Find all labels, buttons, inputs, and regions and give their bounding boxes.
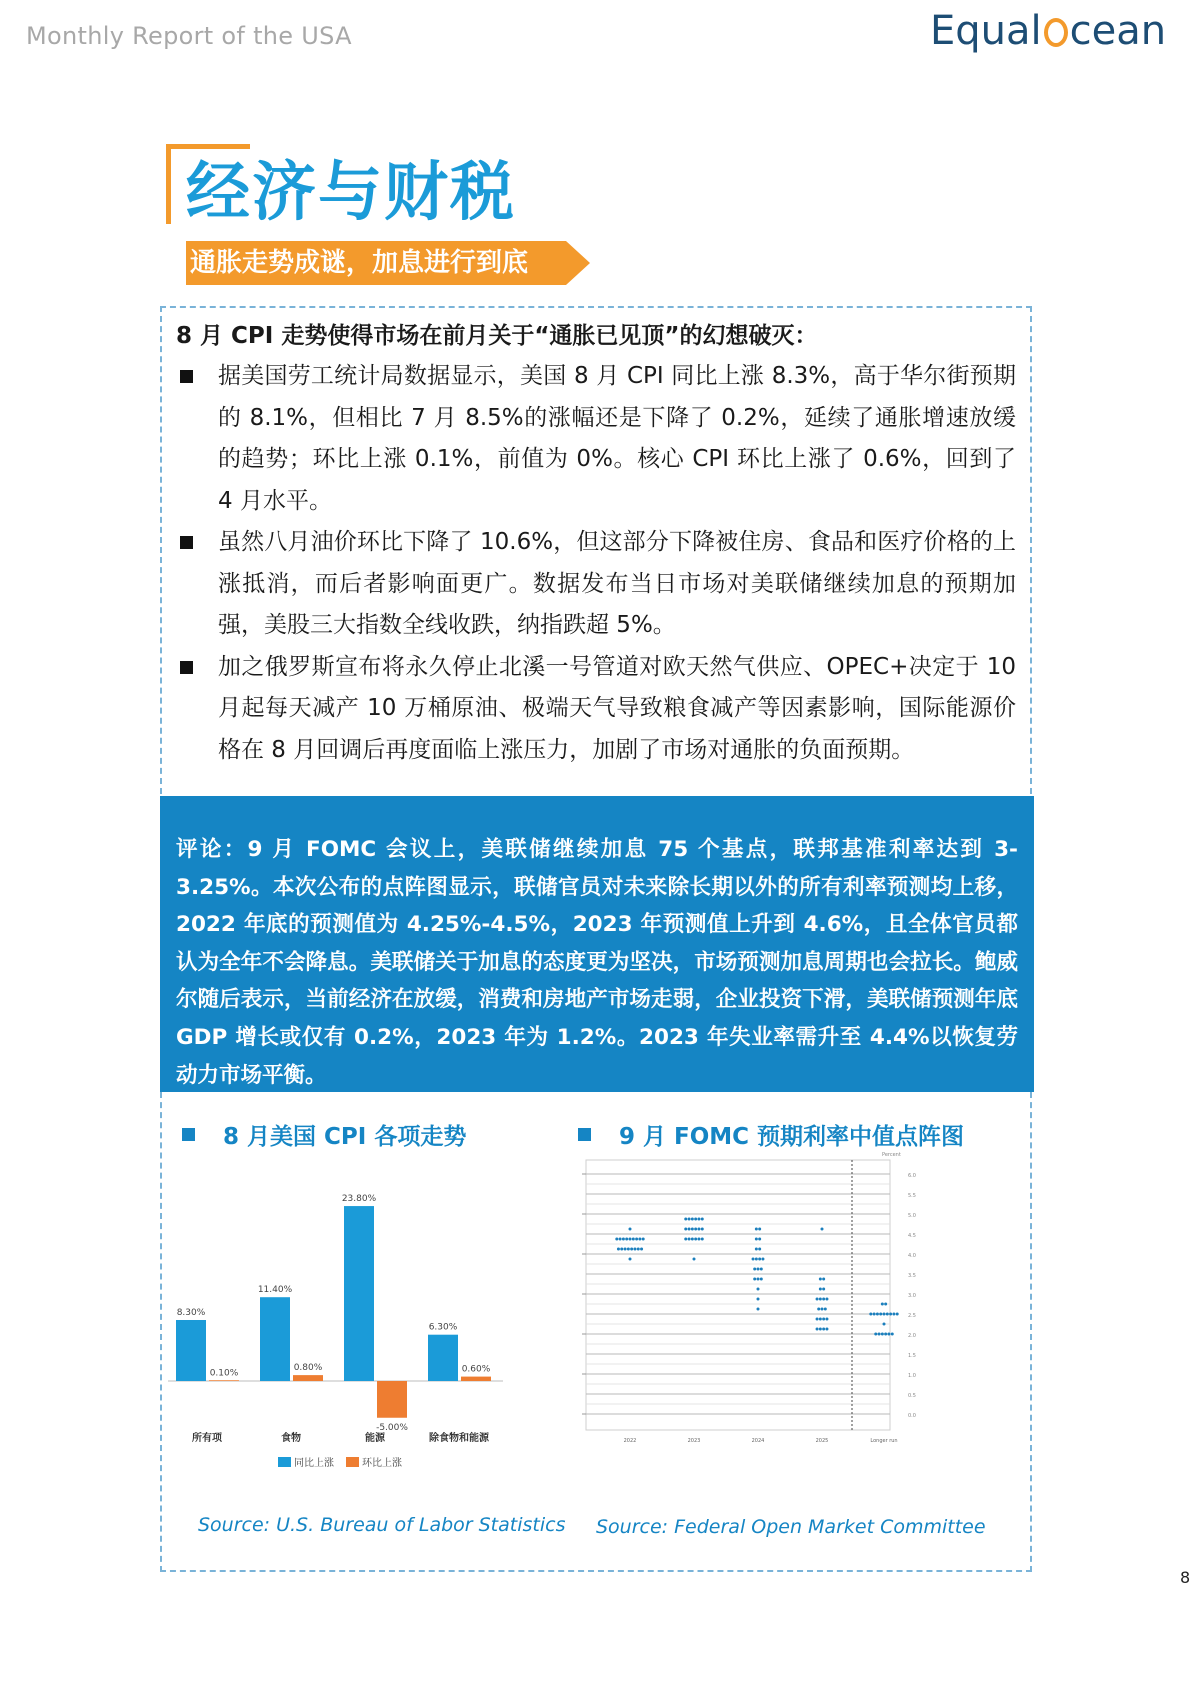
y-tick-label: 1.0 <box>908 1373 916 1379</box>
comment-band: 评论：9 月 FOMC 会议上，美联储继续加息 75 个基点，联邦基准利率达到 3-3.25%。本次公布的点阵图显示，联储官员对未来除长期以外的所有利率预测均上移，2022 年底的预测值为 4.25%-4.5%，2023 年预测值上升到 4.6%，且全体官员都认为全年不会降息。美联储关于加息的态度更为坚决，市场预测加息周期也会拉长。鲍威尔随后表示，当前经济在放缓，消费和房地产市场走弱，企业投资下滑，美联储预测年底 GDP 增长或仅有 0.2%，2023 年为 1.2%。2023 年失业率需升至 4.4%以恢复劳动力市场平衡。 <box>160 796 1034 1092</box>
bullet-square-icon <box>180 370 193 383</box>
dot-12-0 <box>753 1268 756 1271</box>
cpi-chart-heading-text: 8 月美国 CPI 各项走势 <box>223 1124 467 1150</box>
dot-4-0 <box>684 1218 687 1221</box>
x-tick-label: Longer run <box>870 1438 898 1444</box>
category-label-2: 能源 <box>365 1433 385 1444</box>
list-item <box>176 647 1016 772</box>
heading-square-icon <box>182 1128 195 1141</box>
bullet-text: 加之俄罗斯宣布将永久停止北溪一号管道对欧天然气供应、OPEC+决定于 10 月起每天减产 10 万桶原油、极端天气导致粮食减产等因素影响，国际能源价格在 8 月回调后再度面临上涨压力，加剧了市场对通胀的负面预期。 <box>218 653 1016 763</box>
dot-27-2 <box>881 1333 884 1336</box>
dot-5-0 <box>684 1228 687 1231</box>
dot-3-0 <box>629 1258 632 1261</box>
dot-6-0 <box>684 1238 687 1241</box>
dot-27-3 <box>884 1333 887 1336</box>
bullet-list <box>176 356 1016 771</box>
label-yoy-3: 6.30% <box>428 1322 458 1333</box>
bar-yoy-2 <box>344 1206 374 1381</box>
dot-1-7 <box>638 1238 641 1241</box>
dot-4-2 <box>691 1218 694 1221</box>
dot-22-1 <box>819 1318 822 1321</box>
dot-11-3 <box>761 1258 764 1261</box>
fomc-dot-plot <box>582 1146 982 1510</box>
cpi-chart-heading <box>182 1118 466 1151</box>
dot-19-0 <box>819 1288 822 1291</box>
dot-15-0 <box>757 1298 760 1301</box>
dot-5-2 <box>691 1228 694 1231</box>
bar-mom-2 <box>377 1381 407 1418</box>
dot-27-0 <box>874 1333 877 1336</box>
dot-26-0 <box>883 1323 886 1326</box>
dotplot-heading-text: 9 月 FOMC 预期利率中值点阵图 <box>619 1124 965 1150</box>
x-tick-label: 2025 <box>815 1438 829 1444</box>
bar-mom-3 <box>461 1377 491 1381</box>
x-tick-label: 2022 <box>623 1438 637 1444</box>
bullet-square-icon <box>180 536 193 549</box>
dot-2-6 <box>637 1248 640 1251</box>
bar-mom-0 <box>209 1380 239 1381</box>
dot-0-0 <box>629 1228 632 1231</box>
dot-4-5 <box>701 1218 704 1221</box>
dot-24-1 <box>884 1303 887 1306</box>
dot-25-0 <box>869 1313 872 1316</box>
logo-left-text: Equal <box>930 8 1042 54</box>
dot-21-2 <box>824 1308 827 1311</box>
dot-21-1 <box>821 1308 824 1311</box>
dot-23-3 <box>825 1328 828 1331</box>
dot-13-1 <box>757 1278 760 1281</box>
dotplot-frame <box>586 1160 890 1430</box>
dot-11-2 <box>758 1258 761 1261</box>
dot-12-1 <box>757 1268 760 1271</box>
y-tick-label: 5.5 <box>908 1193 916 1199</box>
legend-label-mom: 环比上涨 <box>362 1458 402 1469</box>
x-tick-label: 2024 <box>751 1438 765 1444</box>
y-tick-label: 4.0 <box>908 1253 916 1259</box>
dot-2-3 <box>627 1248 630 1251</box>
dot-8-1 <box>758 1228 761 1231</box>
dot-25-4 <box>883 1313 886 1316</box>
dot-25-3 <box>879 1313 882 1316</box>
dot-6-2 <box>691 1238 694 1241</box>
dot-1-2 <box>622 1238 625 1241</box>
cpi-bar-chart <box>168 1176 548 1486</box>
label-mom-3: 0.60% <box>461 1364 491 1375</box>
dot-10-0 <box>755 1248 758 1251</box>
y-tick-label: 2.5 <box>908 1313 916 1319</box>
dot-4-3 <box>694 1218 697 1221</box>
dot-1-1 <box>619 1238 622 1241</box>
dot-14-0 <box>757 1288 760 1291</box>
bar-yoy-3 <box>428 1335 458 1381</box>
dot-16-0 <box>757 1308 760 1311</box>
section-subtitle: 通胀走势成谜，加息进行到底 <box>190 248 529 278</box>
dot-5-5 <box>701 1228 704 1231</box>
dot-2-4 <box>630 1248 633 1251</box>
category-label-1: 食物 <box>281 1433 301 1444</box>
dot-2-1 <box>620 1248 623 1251</box>
logo-ring-icon <box>1044 18 1068 47</box>
bar-yoy-0 <box>176 1320 206 1381</box>
section-title: 经济与财税 <box>186 156 516 230</box>
dot-10-1 <box>758 1248 761 1251</box>
lead-paragraph: 8 月 CPI 走势使得市场在前月关于“通胀已见顶”的幻想破灭： <box>176 323 818 349</box>
dot-8-0 <box>755 1228 758 1231</box>
dot-20-1 <box>819 1298 822 1301</box>
dot-20-3 <box>825 1298 828 1301</box>
dot-1-3 <box>625 1238 628 1241</box>
y-tick-label: 3.0 <box>908 1293 916 1299</box>
dot-22-0 <box>816 1318 819 1321</box>
dot-25-2 <box>876 1313 879 1316</box>
dot-1-4 <box>629 1238 632 1241</box>
dot-13-2 <box>760 1278 763 1281</box>
dot-23-2 <box>822 1328 825 1331</box>
dot-1-0 <box>615 1238 618 1241</box>
dot-2-2 <box>624 1248 627 1251</box>
dot-23-1 <box>819 1328 822 1331</box>
equalocean-logo <box>930 8 1166 54</box>
dot-17-0 <box>821 1228 824 1231</box>
dot-5-4 <box>697 1228 700 1231</box>
dot-1-5 <box>632 1238 635 1241</box>
y-tick-label: 1.5 <box>908 1353 916 1359</box>
dot-9-0 <box>755 1238 758 1241</box>
dot-25-8 <box>896 1313 899 1316</box>
category-label-3: 除食物和能源 <box>429 1433 489 1444</box>
y-tick-label: 6.0 <box>908 1173 916 1179</box>
dot-21-0 <box>817 1308 820 1311</box>
label-yoy-1: 11.40% <box>257 1285 293 1296</box>
dot-9-1 <box>758 1238 761 1241</box>
dot-25-6 <box>889 1313 892 1316</box>
legend-swatch-mom <box>346 1457 359 1467</box>
cpi-chart-source: Source: U.S. Bureau of Labor Statistics <box>198 1514 566 1536</box>
legend-swatch-yoy <box>278 1457 291 1467</box>
heading-square-icon <box>578 1128 591 1141</box>
y-axis-title: Percent <box>882 1152 901 1158</box>
x-tick-label: 2023 <box>687 1438 701 1444</box>
logo-right-text: cean <box>1069 8 1167 54</box>
dot-2-7 <box>640 1248 643 1251</box>
dotplot-source: Source: Federal Open Market Committee <box>596 1516 986 1538</box>
dot-25-5 <box>886 1313 889 1316</box>
page-number: 8 <box>1180 1568 1191 1587</box>
dot-2-0 <box>617 1248 620 1251</box>
y-tick-label: 5.0 <box>908 1213 916 1219</box>
dot-6-5 <box>701 1238 704 1241</box>
category-label-0: 所有项 <box>192 1433 222 1444</box>
list-item <box>176 522 1016 647</box>
dot-2-5 <box>633 1248 636 1251</box>
dot-22-2 <box>822 1318 825 1321</box>
dot-1-6 <box>635 1238 638 1241</box>
dot-27-1 <box>878 1333 881 1336</box>
bar-yoy-1 <box>260 1297 290 1381</box>
label-mom-2: -5.00% <box>376 1422 408 1433</box>
dot-6-1 <box>688 1238 691 1241</box>
dot-25-1 <box>873 1313 876 1316</box>
bullet-text: 虽然八月油价环比下降了 10.6%，但这部分下降被住房、食品和医疗价格的上涨抵消，而后者影响面更广。数据发布当日市场对美联储继续加息的预期加强，美股三大指数全线收跌，纳指跌超 5%。 <box>218 529 1016 638</box>
dot-5-1 <box>688 1228 691 1231</box>
dot-24-0 <box>881 1303 884 1306</box>
dot-4-1 <box>688 1218 691 1221</box>
y-tick-label: 0.5 <box>908 1393 916 1399</box>
dot-1-8 <box>642 1238 645 1241</box>
dot-11-0 <box>752 1258 755 1261</box>
dot-19-1 <box>822 1288 825 1291</box>
dot-18-1 <box>822 1278 825 1281</box>
dot-20-2 <box>822 1298 825 1301</box>
bar-mom-1 <box>293 1375 323 1381</box>
dot-6-4 <box>697 1238 700 1241</box>
y-tick-label: 3.5 <box>908 1273 916 1279</box>
dot-7-0 <box>693 1258 696 1261</box>
list-item <box>176 356 1016 522</box>
dot-22-3 <box>825 1318 828 1321</box>
dot-20-0 <box>816 1298 819 1301</box>
bullet-square-icon <box>180 661 193 674</box>
dot-11-1 <box>755 1258 758 1261</box>
label-yoy-0: 8.30% <box>176 1307 206 1318</box>
dot-5-3 <box>694 1228 697 1231</box>
label-yoy-2: 23.80% <box>341 1194 377 1205</box>
dot-6-3 <box>694 1238 697 1241</box>
bullet-text: 据美国劳工统计局数据显示，美国 8 月 CPI 同比上涨 8.3%，高于华尔街预期的 8.1%，但相比 7 月 8.5%的涨幅还是下降了 0.2%，延续了通胀增速放缓的趋势；环比上涨 0.1%，前值为 0%。核心 CPI 环比上涨了 0.6%，回到了 4 月水平。 <box>218 363 1016 514</box>
dot-25-7 <box>892 1313 895 1316</box>
dot-4-4 <box>697 1218 700 1221</box>
dot-12-2 <box>760 1268 763 1271</box>
dot-27-5 <box>891 1333 894 1336</box>
dot-27-4 <box>887 1333 890 1336</box>
dot-18-0 <box>819 1278 822 1281</box>
y-tick-label: 0.0 <box>908 1413 916 1419</box>
label-mom-0: 0.10% <box>209 1368 239 1379</box>
y-tick-label: 2.0 <box>908 1333 916 1339</box>
dot-13-0 <box>753 1278 756 1281</box>
legend-label-yoy: 同比上涨 <box>294 1458 334 1469</box>
label-mom-1: 0.80% <box>293 1363 323 1374</box>
dot-23-0 <box>816 1328 819 1331</box>
y-tick-label: 4.5 <box>908 1233 916 1239</box>
running-title: Monthly Report of the USA <box>26 22 352 50</box>
